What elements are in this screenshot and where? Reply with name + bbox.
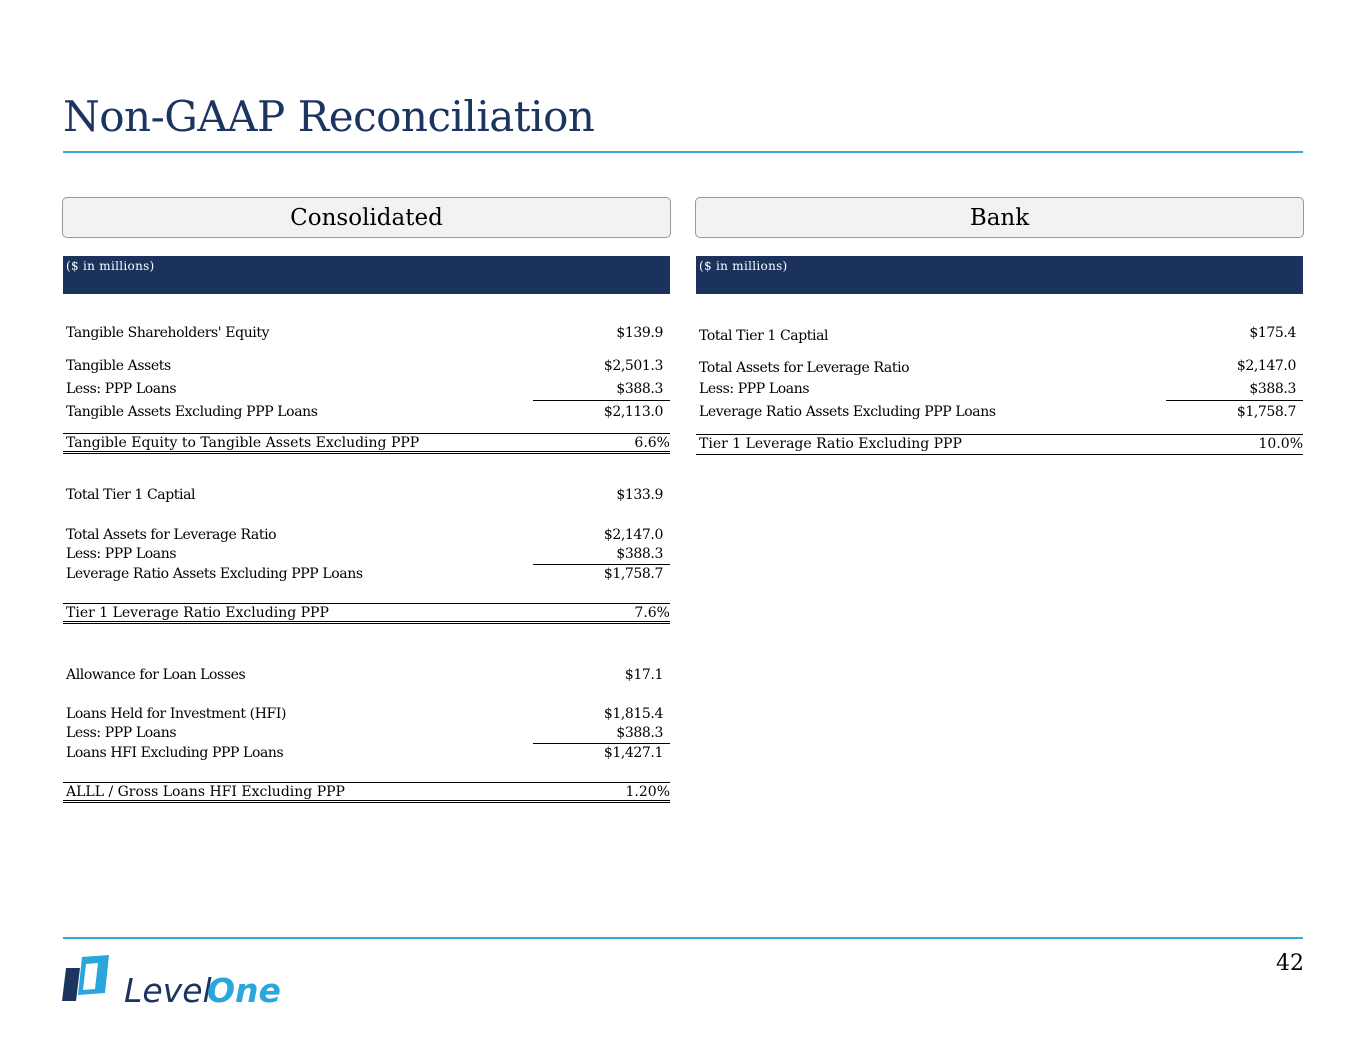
table-row [63, 323, 670, 343]
row-value: $175.4 [1249, 325, 1296, 341]
row-label: Loans Held for Investment (HFI) [66, 706, 287, 722]
row-label: Less: PPP Loans [699, 381, 810, 397]
row-value: $388.3 [616, 381, 663, 397]
total-row [63, 433, 670, 454]
table-row [63, 723, 670, 743]
table-row [63, 743, 670, 763]
row-label: Leverage Ratio Assets Excluding PPP Loans [66, 566, 363, 582]
table-row [63, 564, 670, 584]
row-label: Loans HFI Excluding PPP Loans [66, 745, 284, 761]
bank-units-bar: ($ in millions) [696, 256, 1303, 294]
table-row [63, 379, 670, 399]
row-value: $388.3 [616, 725, 663, 741]
row-value: 7.6% [634, 605, 670, 621]
row-value: $139.9 [616, 325, 663, 341]
row-value: $2,113.0 [603, 404, 663, 420]
row-value: 6.6% [634, 435, 670, 451]
bank-header: Bank [695, 197, 1304, 238]
total-row [696, 434, 1303, 455]
row-value: $388.3 [616, 546, 663, 562]
footer-divider [63, 937, 1303, 939]
table-row [696, 358, 1303, 378]
page-number: 42 [1276, 951, 1304, 976]
row-value: $1,427.1 [603, 745, 663, 761]
subtotal-rule [533, 400, 670, 401]
row-label: Tier 1 Leverage Ratio Excluding PPP [699, 436, 962, 452]
row-label: Leverage Ratio Assets Excluding PPP Loans [699, 404, 996, 420]
table-row [63, 704, 670, 724]
row-value: $2,147.0 [603, 527, 663, 543]
row-label: Less: PPP Loans [66, 381, 177, 397]
total-row [63, 603, 670, 624]
page-title: Non-GAAP Reconciliation [63, 92, 595, 141]
row-value: $2,147.0 [1236, 358, 1296, 374]
total-row [63, 782, 670, 803]
row-value: $133.9 [616, 487, 663, 503]
table-row [63, 402, 670, 422]
row-label: Total Assets for Leverage Ratio [66, 527, 277, 543]
table-row [63, 485, 670, 505]
row-label: Total Assets for Leverage Ratio [699, 360, 910, 376]
row-label: Tangible Equity to Tangible Assets Excluding PPP [66, 435, 420, 451]
table-row [696, 326, 1303, 346]
row-value: $1,815.4 [603, 706, 663, 722]
row-value: $1,758.7 [1236, 404, 1296, 420]
row-label: Tangible Assets Excluding PPP Loans [66, 404, 318, 420]
table-row [63, 356, 670, 376]
row-label: Tangible Assets [66, 358, 171, 374]
row-label: Total Tier 1 Captial [66, 487, 196, 503]
table-row [63, 665, 670, 685]
table-row [696, 379, 1303, 399]
levelone-logo [62, 953, 292, 1009]
logo-mark-left [62, 968, 80, 1001]
subtotal-rule [1166, 400, 1303, 401]
row-value: $2,501.3 [603, 358, 663, 374]
row-label: Less: PPP Loans [66, 546, 177, 562]
row-label: Tier 1 Leverage Ratio Excluding PPP [66, 605, 329, 621]
row-value: $1,758.7 [603, 566, 663, 582]
row-label: Allowance for Loan Losses [66, 667, 246, 683]
row-label: ALLL / Gross Loans HFI Excluding PPP [66, 784, 345, 800]
row-value: $388.3 [1249, 381, 1296, 397]
row-value: 10.0% [1258, 436, 1303, 452]
consolidated-header: Consolidated [62, 197, 671, 238]
table-row [696, 402, 1303, 422]
row-label: Tangible Shareholders' Equity [66, 325, 270, 341]
logo-text-one: One [207, 971, 281, 1009]
logo-text-level: Level [124, 971, 212, 1009]
table-row [63, 544, 670, 564]
row-label: Total Tier 1 Captial [699, 328, 829, 344]
consolidated-units-bar: ($ in millions) [63, 256, 670, 294]
table-row [63, 525, 670, 545]
row-value: $17.1 [624, 667, 663, 683]
row-label: Less: PPP Loans [66, 725, 177, 741]
title-divider [63, 151, 1303, 153]
row-value: 1.20% [625, 784, 670, 800]
